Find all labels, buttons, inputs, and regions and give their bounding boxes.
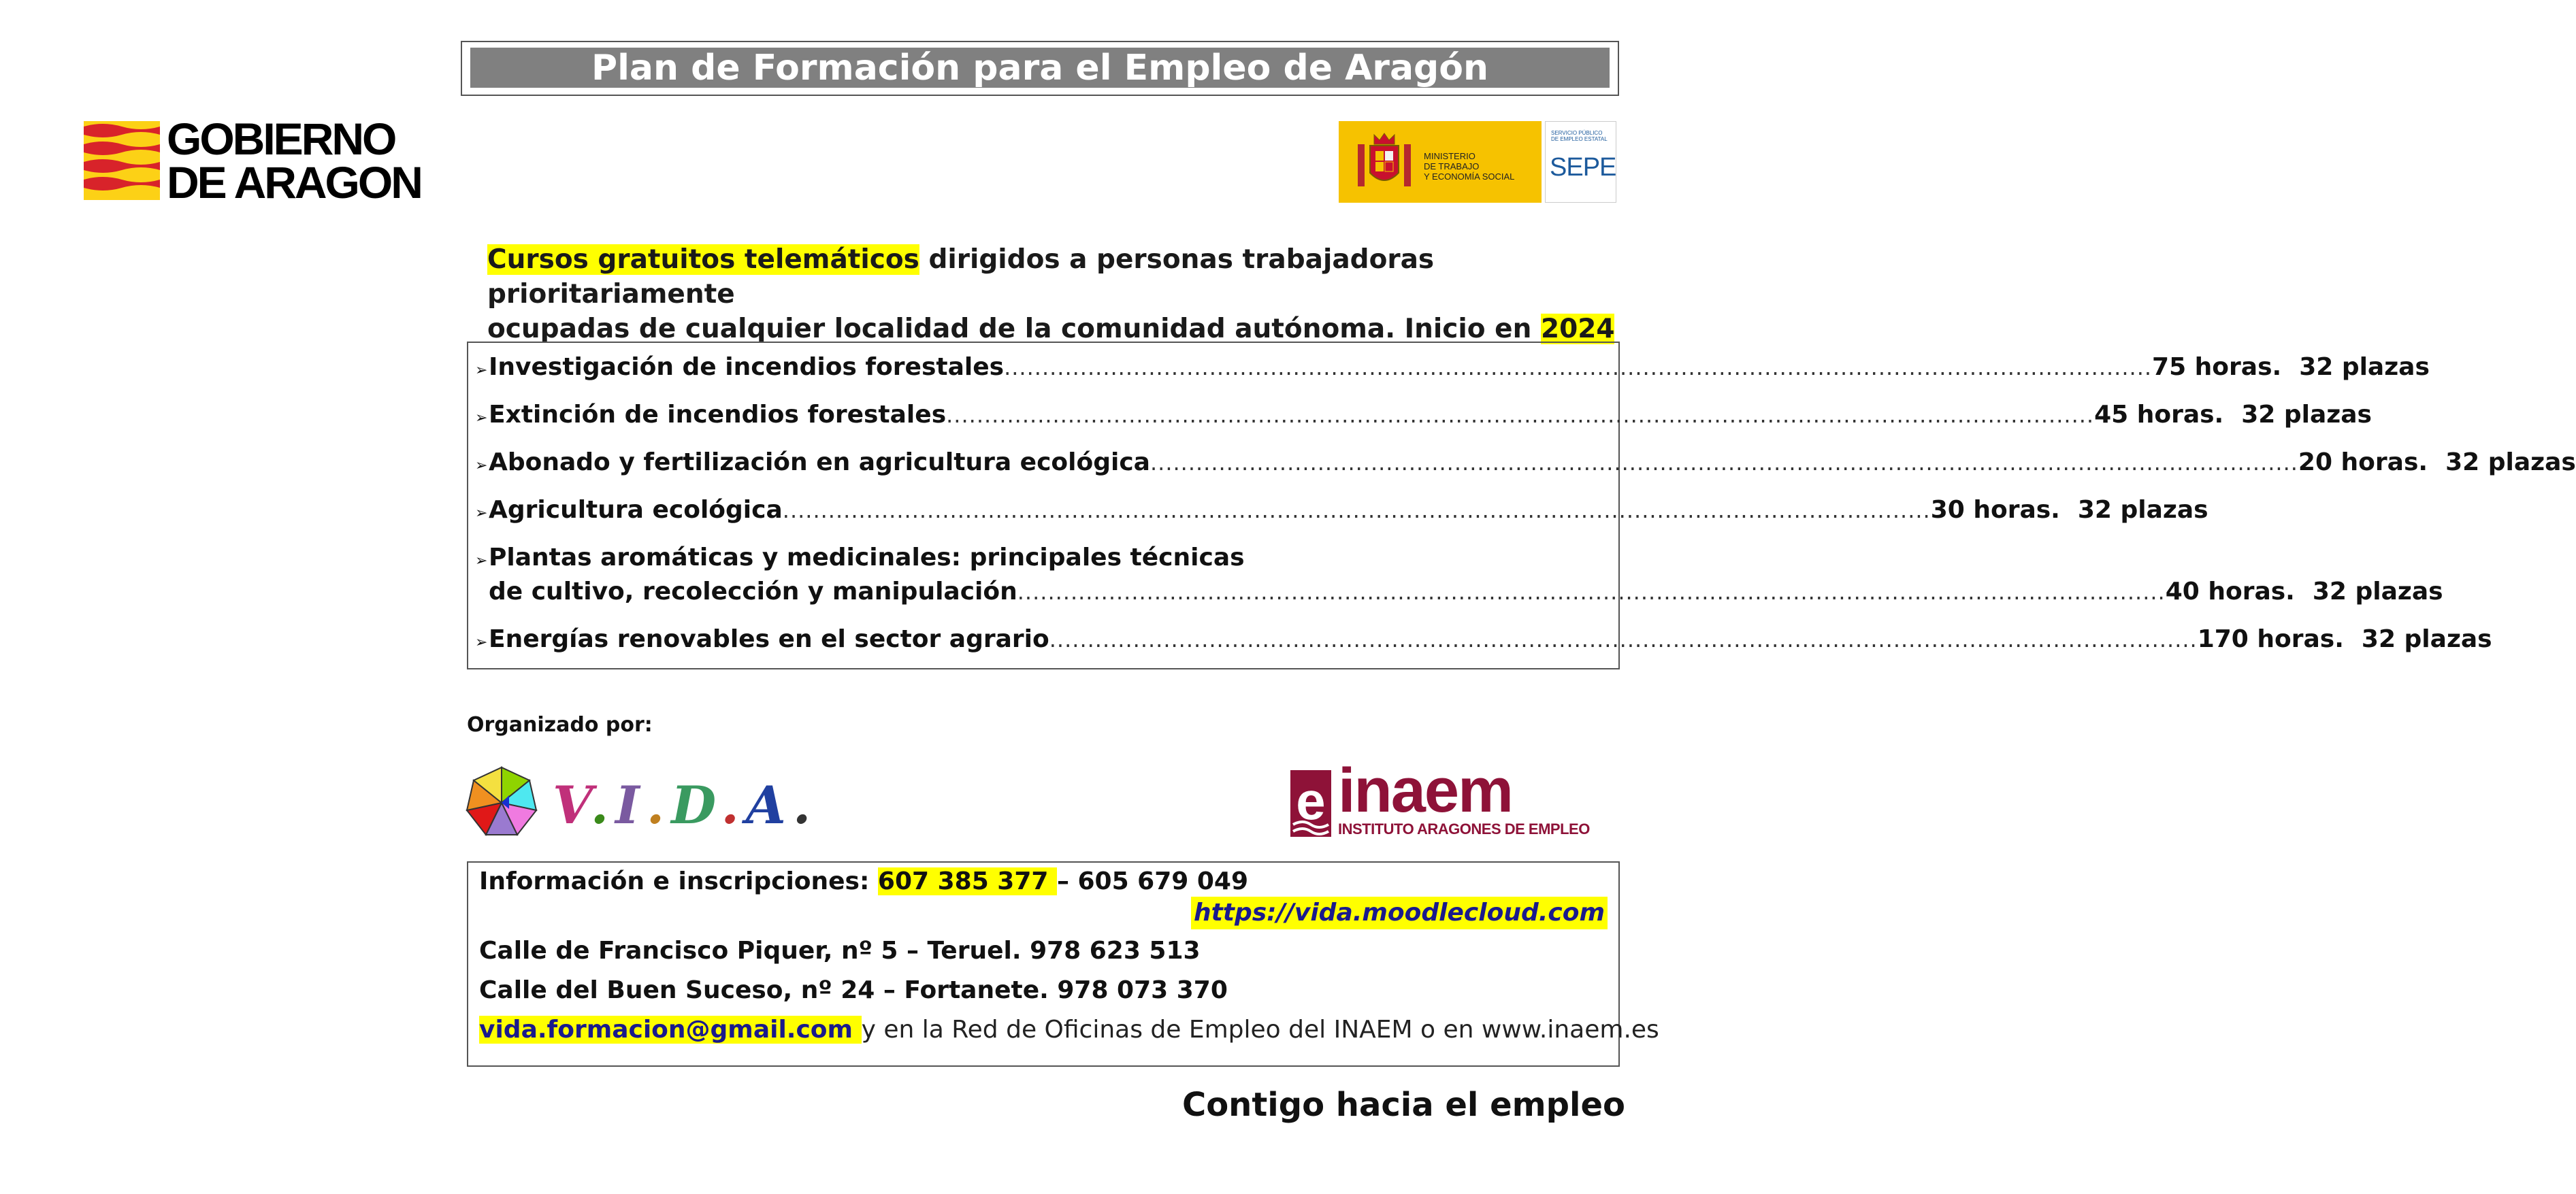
dot-leader: ....................................................................................................................................................... xyxy=(1017,579,2166,605)
arrow-bullet-icon: ➢ xyxy=(475,505,488,522)
dot-leader: ....................................................................................................................................................... xyxy=(782,497,1931,523)
title-banner xyxy=(461,41,1619,96)
arrow-bullet-icon: ➢ xyxy=(475,552,488,569)
dot-leader: ....................................................................................................................................................... xyxy=(1004,354,2153,380)
course-item xyxy=(475,446,2576,482)
info-email-line xyxy=(479,1014,1659,1046)
course-plazas: 32 plazas xyxy=(2241,401,2372,429)
ministerio-sepe-logo xyxy=(1339,121,1616,203)
course-hours: 45 horas. xyxy=(2094,401,2224,429)
website-link[interactable]: https://vida.moodlecloud.com xyxy=(1191,897,1608,929)
course-item-first-line xyxy=(475,542,1245,578)
address-fortanete: Calle del Buen Suceso, nº 24 – Fortanete. 978 073 370 xyxy=(479,976,1228,1004)
dot-leader: ....................................................................................................................................................... xyxy=(1150,450,2298,476)
phone-primary[interactable]: 607 385 377 xyxy=(877,867,1057,895)
vida-heptagon-icon xyxy=(464,765,539,840)
sepe-logo xyxy=(1545,121,1616,203)
course-list xyxy=(467,342,2576,669)
aragon-flag-icon xyxy=(84,121,160,200)
gobierno-aragon-wordmark: GOBIERNO DE ARAGON xyxy=(167,114,421,208)
inaem-e-icon xyxy=(1290,770,1331,837)
gobierno-aragon-logo xyxy=(84,114,451,208)
info-phones xyxy=(479,865,1248,898)
course-item xyxy=(475,351,2430,387)
course-item xyxy=(475,623,2492,659)
dot-leader: ....................................................................................................................................................... xyxy=(1049,627,2198,652)
ministerio-logo xyxy=(1339,121,1542,203)
course-plazas: 32 plazas xyxy=(2077,496,2208,524)
phone-secondary[interactable]: – 605 679 049 xyxy=(1056,867,1249,895)
course-item xyxy=(475,399,2372,435)
course-plazas: 32 plazas xyxy=(2299,353,2430,381)
intro-text xyxy=(487,242,1631,346)
vida-wordmark: V.I.D.A. xyxy=(553,775,818,835)
intro-line2: ocupadas de cualquier localidad de la comunidad autónoma. Inicio en xyxy=(487,314,1541,344)
contact-info-box xyxy=(467,861,1659,1067)
inaem-logo xyxy=(1290,756,1618,838)
page-title: Plan de Formación para el Empleo de Aragón xyxy=(470,48,1610,88)
course-hours: 75 horas. xyxy=(2152,353,2282,381)
course-plazas: 32 plazas xyxy=(2445,448,2576,476)
course-hours: 30 horas. xyxy=(1930,496,2060,524)
course-hours: 20 horas. xyxy=(2298,448,2428,476)
vida-logo xyxy=(464,765,818,840)
organized-by-label: Organizado por: xyxy=(467,713,653,737)
course-name-line1: Plantas aromáticas y medicinales: principales técnicas xyxy=(489,544,1245,571)
course-name: de cultivo, recolección y manipulación xyxy=(489,578,1017,606)
intro-line1: dirigidos a personas trabajadoras prioritariamente xyxy=(487,244,1435,310)
course-name: Extinción de incendios forestales xyxy=(489,401,947,429)
course-name: Agricultura ecológica xyxy=(489,496,783,524)
email-tail-text: y en la Red de Oficinas de Empleo del INAEM o en www.inaem.es xyxy=(861,1016,1659,1044)
arrow-bullet-icon: ➢ xyxy=(475,362,488,379)
address-teruel: Calle de Francisco Piquer, nº 5 – Teruel. 978 623 513 xyxy=(479,937,1201,965)
sepe-subtitle: SERVICIO PÚBLICO DE EMPLEO ESTATAL xyxy=(1551,130,1608,142)
dot-leader: ....................................................................................................................................................... xyxy=(946,402,2095,428)
course-hours: 40 horas. xyxy=(2165,578,2295,606)
coat-of-arms-icon xyxy=(1355,131,1414,193)
course-plazas: 32 plazas xyxy=(2312,578,2443,606)
slogan: Contigo hacia el empleo xyxy=(1181,1086,1625,1124)
inaem-wordmark: inaem xyxy=(1338,756,1512,825)
ministerio-text: MINISTERIO DE TRABAJO Y ECONOMÍA SOCIAL xyxy=(1424,151,1515,182)
sepe-wordmark: SEPE xyxy=(1550,153,1616,182)
email-link[interactable]: vida.formacion@gmail.com xyxy=(479,1016,862,1044)
svg-text:e: e xyxy=(1296,771,1326,831)
intro-highlight: Cursos gratuitos telemáticos xyxy=(487,244,919,275)
course-name: Energías renovables en el sector agrario xyxy=(489,625,1049,653)
course-name: Abonado y fertilización en agricultura ecológica xyxy=(489,448,1150,476)
arrow-bullet-icon: ➢ xyxy=(475,634,488,651)
arrow-bullet-icon: ➢ xyxy=(475,410,488,427)
course-name: Investigación de incendios forestales xyxy=(489,353,1005,381)
arrow-bullet-icon: ➢ xyxy=(475,457,488,474)
inaem-subtitle: INSTITUTO ARAGONES DE EMPLEO xyxy=(1338,820,1590,838)
intro-year: 2024 xyxy=(1540,314,1615,344)
info-label: Información e inscripciones: xyxy=(479,867,878,895)
course-hours: 170 horas. xyxy=(2197,625,2344,653)
course-plazas: 32 plazas xyxy=(2361,625,2492,653)
course-item xyxy=(475,576,2443,608)
course-item xyxy=(475,494,2208,530)
